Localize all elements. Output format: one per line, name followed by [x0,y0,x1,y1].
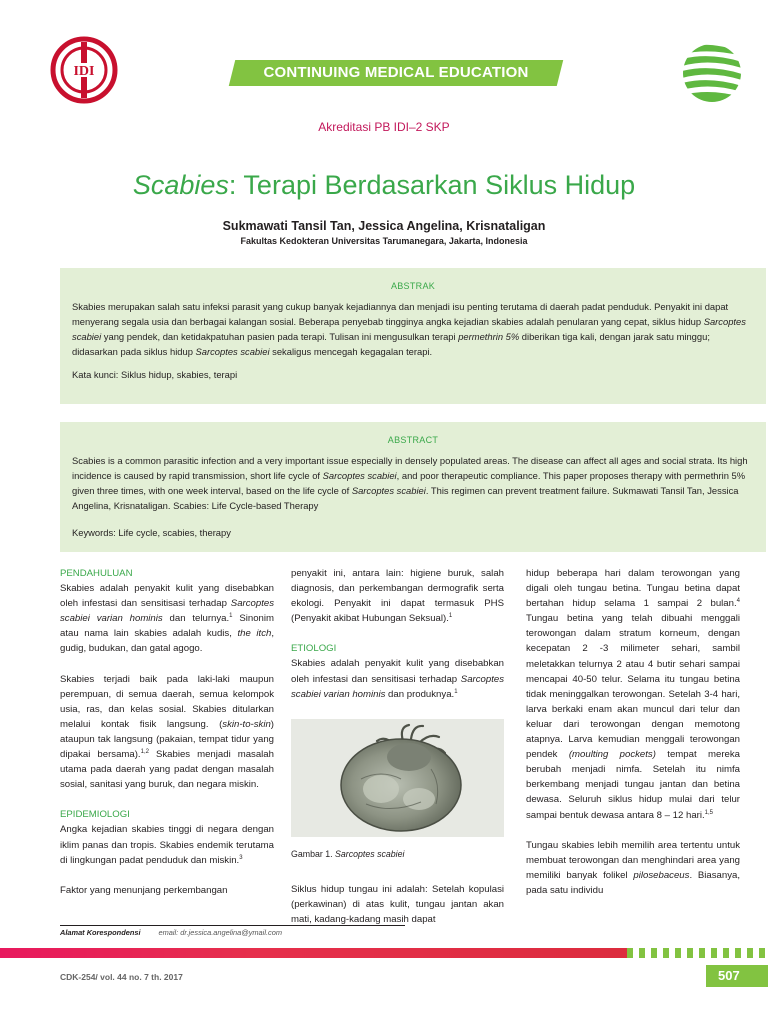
paragraph: hidup beberapa hari dalam terowongan yang digali oleh tungau betina. Tungau betina dapat bertahan hidup selama 1 sampai 2 bulan.$^4$ Tungau betina yang telah dibuahi menggali terowongan dalam stratum korneum, dengan kecepatan 2 -3 milimeter sehari, sambil meletakkan telurnya 2 atau 4 butir sehari sampai mencapai 40-50 telur. Selama itu tungau betina tidak meninggalkan terowongan. Setelah 3-4 hari, larva berkaki enam akan muncul dari telur dan keluar dari terowongan dengan memotong atapnya. Larva kemudian menggali terowongan pendek (moulting pockets) tempat mereka berubah menjadi nimfa. Setelah itu nimfa berkembang menjadi tungau jantan dan betina dewasa. Seluruh siklus hidup mulai dari telur sampai bentuk dewasa antara 8 – 12 hari.$^{1,5}$ [526,568,740,821]
abstrak-heading: ABSTRAK [390,281,436,291]
abstrak-keywords: Kata kunci: Siklus hidup, skabies, terapi [72,369,238,380]
column-1 [60,566,274,898]
abstract-keywords: Keywords: Life cycle, scabies, therapy [72,527,231,538]
column-3 [526,566,740,898]
paragraph: Tungau skabies lebih memilih area tertentu untuk membuat terowongan dan menghindari area yang memiliki banyak folikel pilosebaceus. Biasanya, pada satu individu [526,839,741,896]
abstract-box [60,422,766,552]
paragraph: Skabies adalah penyakit kulit yang disebabkan oleh infestasi dan sensitisasi terhadap Sarcoptes scabiei varian hominis dan telurnya.$^1$ Sinonim atau nama lain skabies adalah kudis, the itch, gudig, budukan, dan gatal agogo. [60,583,275,655]
abstract-heading: ABSTRACT [387,435,439,445]
title-rest: : Terapi Berdasarkan Siklus Hidup [228,170,636,200]
paragraph: Siklus hidup tungau ini adalah: Setelah kopulasi (perkawinan) di atas kulit, tungau jantan akan mati, kadang-kadang masih dapat [291,883,504,926]
svg-text:IDI: IDI [73,64,95,79]
article-title [0,170,768,201]
authors: Sukmawati Tansil Tan, Jessica Angelina, Krisnataligan [222,219,546,233]
paragraph: Angka kejadian skabies tinggi di negara dengan iklim panas dan tropis. Skabies endemik terutama di lingkungan padat penduduk dan miskin.$^3$ [60,824,274,866]
section-heading-etiologi: ETIOLOGI [291,643,337,655]
sarcoptes-scabiei-image [291,719,504,837]
accreditation-note: Akreditasi PB IDI–2 SKP [318,120,450,134]
paragraph: penyakit ini, antara lain: higiene buruk, salah diagnosis, dan perkembangan dermografik serta ekologi. Penyakit ini dapat termasuk PHS (Penyakit akibat Hubungan Seksual).$^1$ [291,568,504,625]
abstrak-text: Skabies merupakan salah satu infeksi parasit yang cukup banyak kejadiannya dan menjadi isu penting terutama di daerah padat penduduk. Penyakit ini dapat menyerang segala usia dan berbagai kalangan sosial. Beberapa penyebab tingginya angka kejadian skabies adalah penularan yang cepat, siklus hidup Sarcoptes scabiei yang pendek, dan ketidakpatuhan pasien pada terapi. Tulisan ini mengusulkan terapi permethrin 5% diberikan tiga kali, dengan jarak satu minggu; didasarkan pada siklus hidup Sarcoptes scabiei sekaligus mencegah kegagalan terapi. [72,301,746,357]
figure-caption: Gambar 1. Sarcoptes scabiei [291,848,405,859]
abstrak-box [60,268,766,404]
abstract-text: Scabies is a common parasitic infection and a very important issue especially in densely populated areas. The disease can affect all ages and social strata. Its high incidence is caused by rapid transmission, short life cycle of Sarcoptes scabiei, and poor therapeutic compliance. This paper proposes therapy with permethrin 5% given three times, with one week interval, based on the life cycle of Sarcoptes scabiei. This regimen can prevent treatment failure. Sukmawati Tansil Tan, Jessica Angelina, Krisnataligan. Scabies: Life Cycle-based Therapy [72,455,748,511]
footer-dashes [627,948,768,958]
footer-color-bar [0,948,627,958]
cdk-globe-logo [680,42,744,104]
paragraph: Skabies adalah penyakit kulit yang disebabkan oleh infestasi dan sensitisasi terhadap Sarcoptes scabiei varian hominis dan produknya.$^1$ [291,658,504,700]
paragraph: Faktor yang menunjang perkembangan [60,884,228,896]
affiliation: Fakultas Kedokteran Universitas Tarumanegara, Jakarta, Indonesia [240,236,528,246]
banner-text: CONTINUING MEDICAL EDUCATION [263,64,529,81]
journal-info: CDK-254/ vol. 44 no. 7 th. 2017 [60,972,183,982]
correspondence-email: email: dr.jessica.angelina@ymail.com [158,928,282,937]
section-banner [232,60,560,86]
paragraph: Skabies terjadi baik pada laki-laki maupun perempuan, di semua daerah, semua kelompok usia, ras, dan kelas sosial. Skabies ditularkan melalui kontak fisik langsung. (skin-to-skin) ataupun tak langsung (pakaian, tempat tidur yang dipakai bersama).$^{1,2}$ Skabies menjadi masalah utama pada daerah yang padat dengan masalah sosial, sanitasi yang buruk, dan negara miskin. [60,673,274,791]
correspondence: Alamat Korespondensi email: dr.jessica.angelina@ymail.com [60,928,282,937]
section-heading-epidemiologi: EPIDEMIOLOGI [60,809,130,821]
page-number: 507 [706,965,768,987]
column-2 [291,566,504,927]
correspondence-divider [60,925,405,926]
idi-logo [50,36,118,104]
figure-mite-image [291,719,504,837]
section-heading-pendahuluan: PENDAHULUAN [60,568,133,579]
title-italic: Scabies [132,170,229,200]
